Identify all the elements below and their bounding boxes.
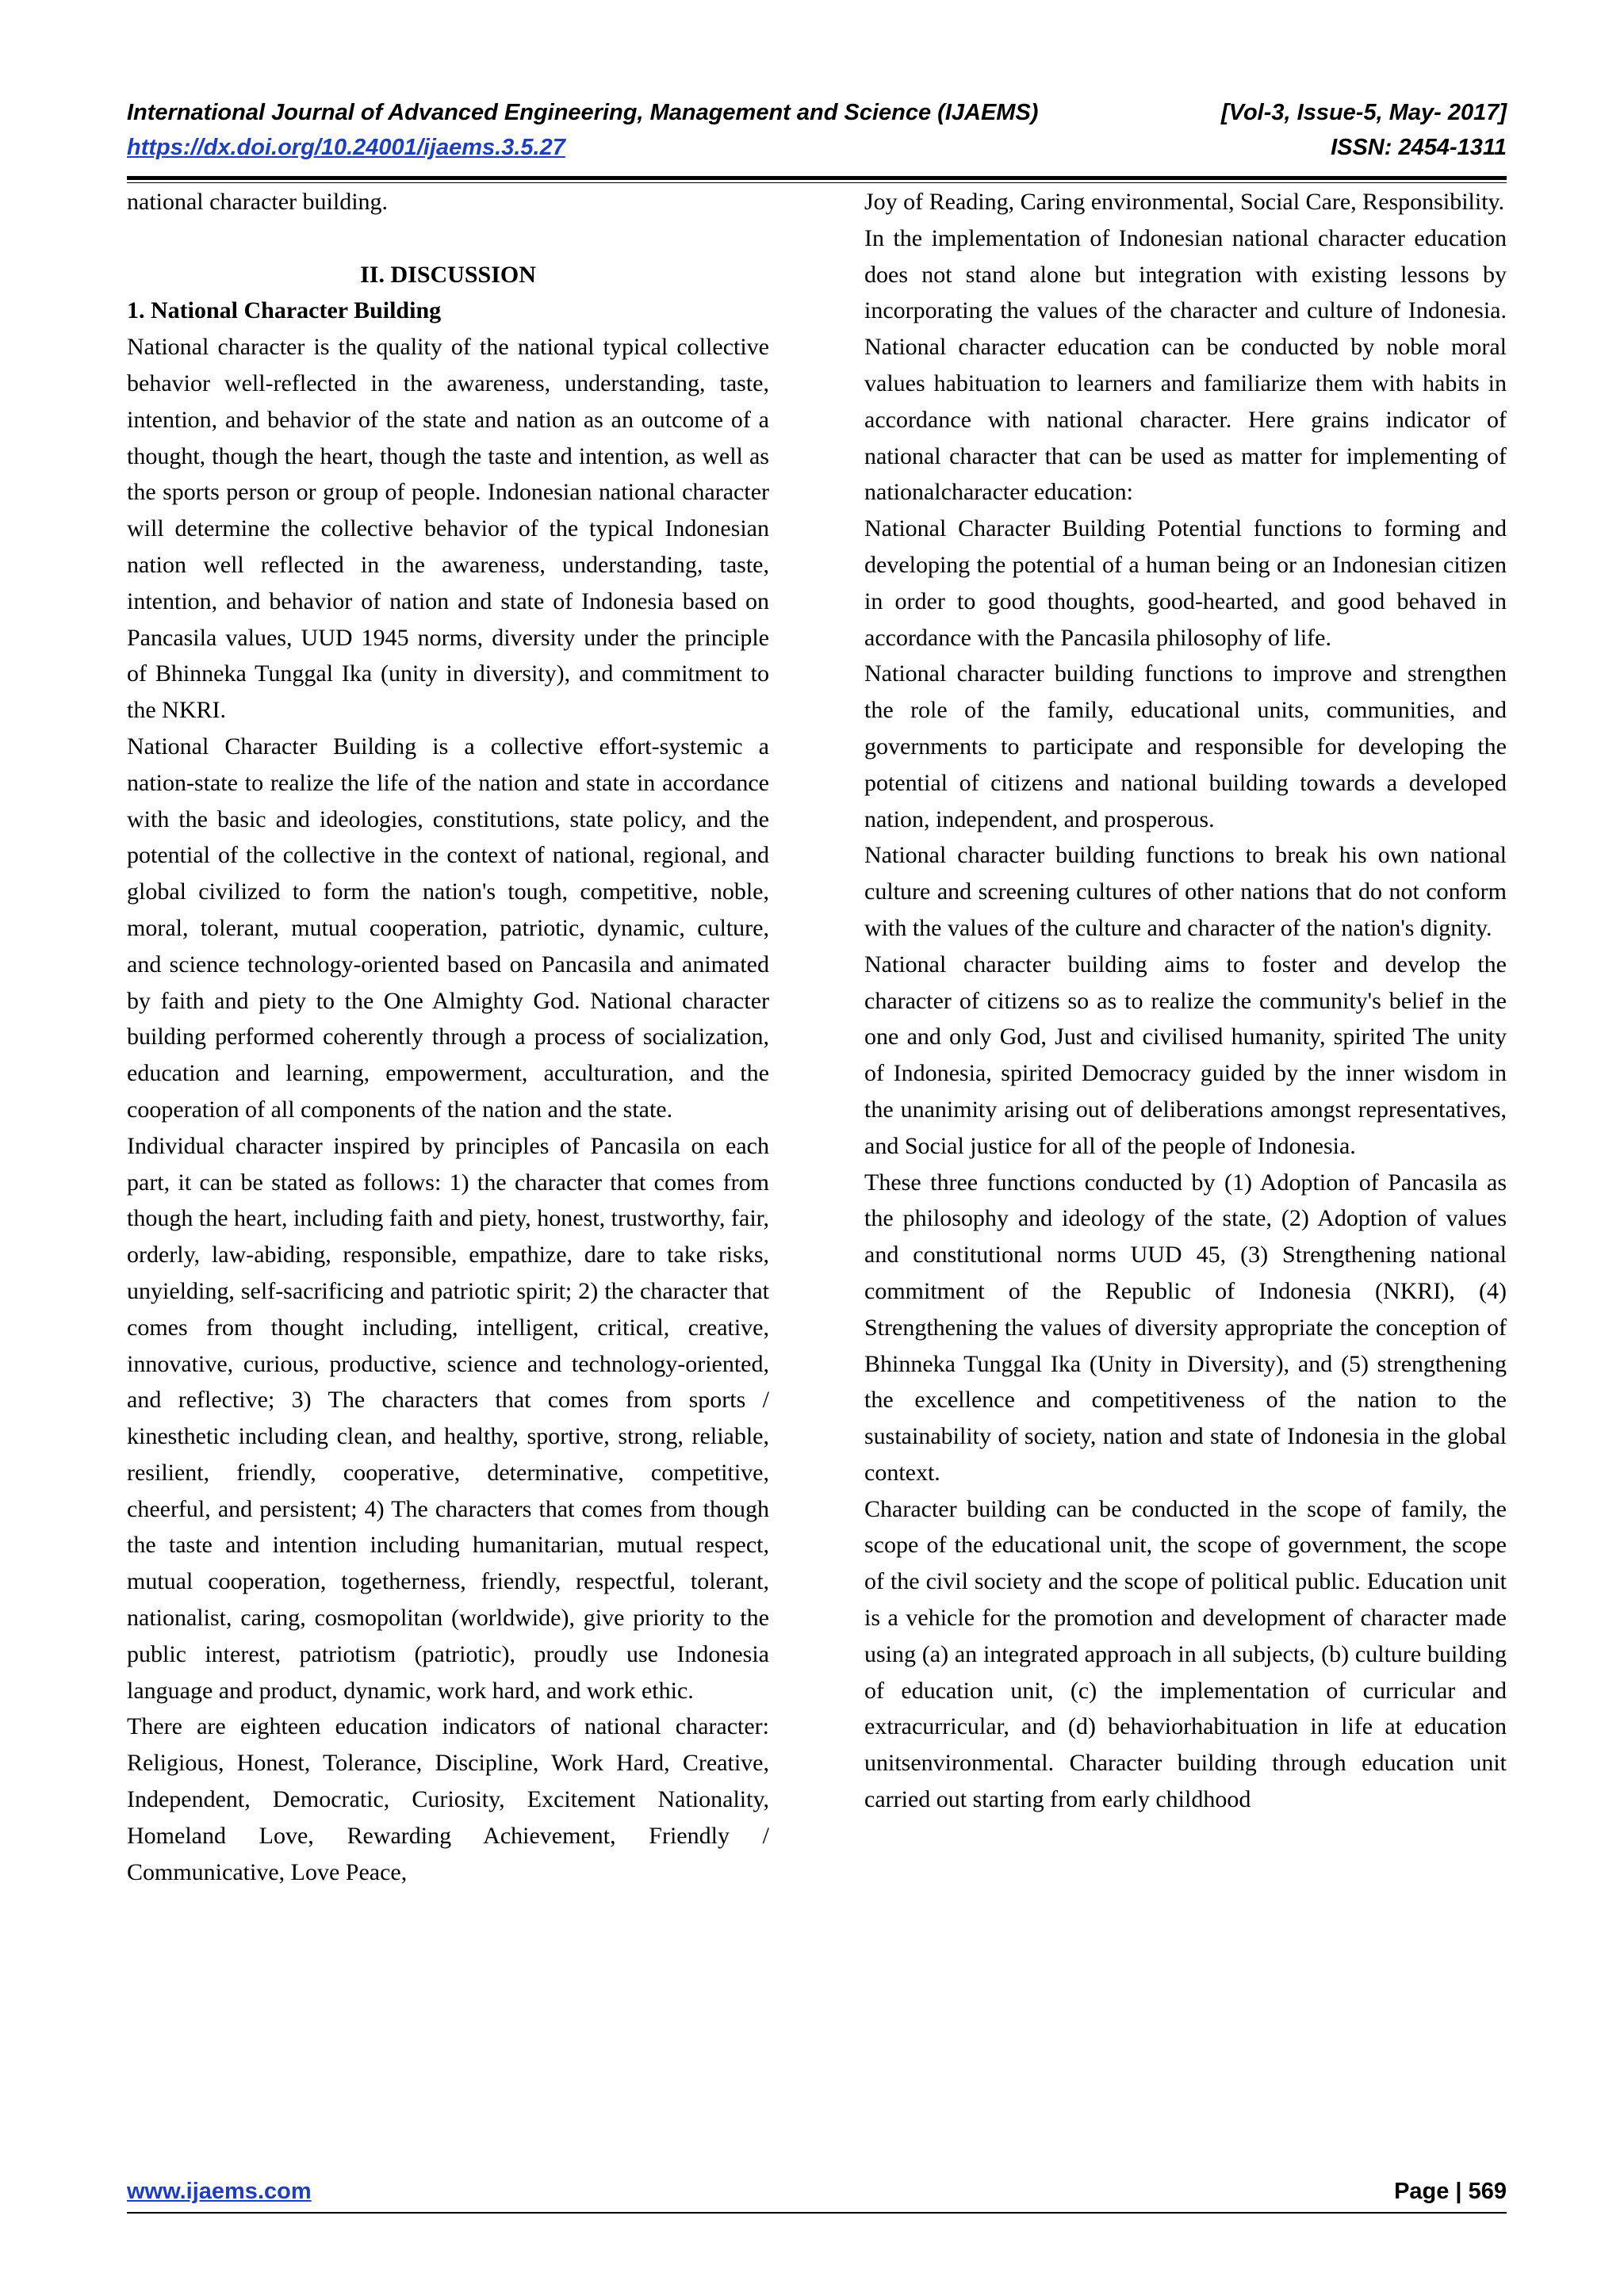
paragraph: National character is the quality of the national typical collective behavior well-reflected in the awareness, understanding, taste, intention, and behavior of the state and nation as an outcome of a thought, though the heart, though the taste and intention, as well as the sports person or group of people. Indonesian national character will determine the collective behavior of the typical Indonesian nation well reflected in the awareness, understanding, taste, intention, and behavior of nation and state of Indonesia based on Pancasila values, UUD 1945 norms, diversity under the principle of Bhinneka Tunggal Ika (unity in diversity), and commitment to the NKRI. xyxy=(127,334,769,724)
issn: ISSN: 2454-1311 xyxy=(1331,135,1507,160)
paragraph: National character building functions to break his own national culture and screening cultures of other nations that do not conform with the values of the culture and character of the nation's dignity. xyxy=(864,842,1507,941)
section-title: II. DISCUSSION xyxy=(360,261,536,288)
doi-link[interactable]: https://dx.doi.org/10.24001/ijaems.3.5.27 xyxy=(127,135,565,160)
page-header xyxy=(127,95,1507,165)
left-column xyxy=(127,184,769,1890)
paragraph: Character building can be conducted in the scope of family, the scope of the educational unit, the scope of government, the scope of the civil society and the scope of political public. Education unit is a vehicle for the promotion and development of character made using (a) an integrated approach in all subjects, (b) culture building of education unit, (c) the implementation of curricular and extracurricular, and (d) behaviorhabituation in life at education unitsenvironmental. Character building through education unit carried out starting from early childhood xyxy=(864,1495,1507,1813)
journal-title: International Journal of Advanced Engineering, Management and Science (IJAEMS) xyxy=(127,100,1039,125)
paragraph: Joy of Reading, Caring environmental, Social Care, Responsibility. xyxy=(864,189,1505,215)
paragraph: There are eighteen education indicators of national character: Religious, Honest, Tolerance, Discipline, Work Hard, Creative, Independent, Democratic, Curiosity, Excitement Nationality, Homeland Love, Rewarding Achievement, Friendly / Communicative, Love Peace, xyxy=(127,1713,769,1885)
paragraph: National character building functions to improve and strengthen the role of the family, educational units, communities, and governments to participate and responsible for developing the potential of citizens and national building towards a developed nation, independent, and prosperous. xyxy=(864,660,1507,832)
spacer xyxy=(127,220,769,257)
subsection-title: 1. National Character Building xyxy=(127,297,442,324)
header-rule-thin xyxy=(127,182,1507,183)
footer-rule xyxy=(127,2212,1507,2214)
page-footer xyxy=(127,2179,1507,2205)
paragraph: National Character Building is a collective effort-systemic a nation-state to realize the life of the nation and state in accordance with the basic and ideologies, constitutions, state policy, and the potential of the collective in the context of national, regional, and global civilized to form the nation's tough, competitive, noble, moral, tolerant, mutual cooperation, patriotic, dynamic, culture, and science technology-oriented based on Pancasila and animated by faith and piety to the One Almighty God. National character building performed coherently through a process of socialization, education and learning, empowerment, acculturation, and the cooperation of all components of the nation and the state. xyxy=(127,733,769,1123)
paragraph: National character building aims to foster and develop the character of citizens so as to realize the community's belief in the one and only God, Just and civilised humanity, spirited The unity of Indonesia, spirited Democracy guided by the inner wisdom in the unanimity arising out of deliberations amongst representatives, and Social justice for all of the people of Indonesia. xyxy=(864,951,1507,1159)
volume-info: [Vol-3, Issue-5, May- 2017] xyxy=(1221,100,1507,125)
header-rule-thick xyxy=(127,176,1507,180)
paragraph: These three functions conducted by (1) Adoption of Pancasila as the philosophy and ideology of the state, (2) Adoption of values and constitutional norms UUD 45, (3) Strengthening national commitment of the Republic of Indonesia (NKRI), (4) Strengthening the values of diversity appropriate the conception of Bhinneka Tunggal Ika (Unity in Diversity), and (5) strengthening the excellence and competitiveness of the nation to the sustainability of society, nation and state of Indonesia in the global context. xyxy=(864,1169,1507,1486)
website-link[interactable]: www.ijaems.com xyxy=(127,2179,312,2204)
paragraph: national character building. xyxy=(127,189,389,215)
page-number: Page | 569 xyxy=(1394,2179,1507,2204)
paragraph: In the implementation of Indonesian national character education does not stand alone but integration with existing lessons by incorporating the values of the character and culture of Indonesia. National character education can be conducted by noble moral values habituation to learners and familiarize them with habits in accordance with national character. Here grains indicator of national character that can be used as matter for implementing of nationalcharacter education: xyxy=(864,224,1507,506)
right-column xyxy=(864,184,1507,1818)
paragraph: Individual character inspired by principles of Pancasila on each part, it can be stated as follows: 1) the character that comes from though the heart, including faith and piety, honest, trustworthy, fair, orderly, law-abiding, responsible, empathize, dare to take risks, unyielding, self-sacrificing and patriotic spirit; 2) the character that comes from thought including, intelligent, critical, creative, innovative, curious, productive, science and technology-oriented, and reflective; 3) The characters that comes from sports / kinesthetic including clean, and healthy, sportive, strong, reliable, resilient, friendly, cooperative, determinative, competitive, cheerful, and persistent; 4) The characters that comes from though the taste and intention including humanitarian, mutual respect, mutual cooperation, togetherness, friendly, respectful, tolerant, nationalist, caring, cosmopolitan (worldwide), give priority to the public interest, patriotism (patriotic), proudly use Indonesia language and product, dynamic, work hard, and work ethic. xyxy=(127,1132,769,1704)
paragraph: National Character Building Potential functions to forming and developing the potential of a human being or an Indonesian citizen in order to good thoughts, good-hearted, and good behaved in accordance with the Pancasila philosophy of life. xyxy=(864,515,1507,651)
